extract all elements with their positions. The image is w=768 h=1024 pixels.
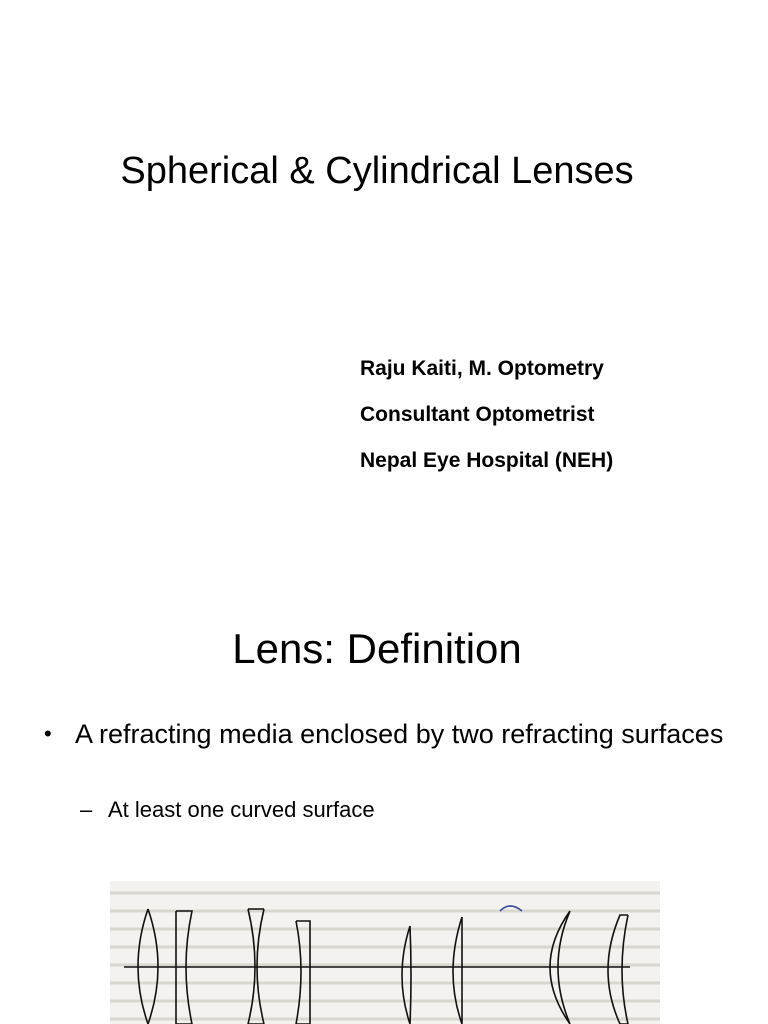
author-role: Consultant Optometrist [360,403,595,426]
bullet-text: A refracting media enclosed by two refracting surfaces [75,719,724,749]
sub-bullet-text: At least one curved surface [108,797,375,822]
meniscus-lens-icon [402,926,411,1024]
author-block [360,346,613,484]
presentation-title: Spherical & Cylindrical Lenses [120,150,634,192]
slide-title: Lens: Definition [232,625,522,672]
lens-figure [110,881,660,1024]
plano-concave-lens-icon [296,921,310,1024]
slide-lens-definition [0,576,768,1024]
author-organization: Nepal Eye Hospital (NEH) [360,449,614,472]
meniscus-lens-icon [453,917,462,1024]
meniscus-lens-icon [608,915,628,1024]
sub-bullet-marker: – [80,797,93,822]
author-name: Raju Kaiti, M. Optometry [360,357,604,380]
bullet-marker: • [44,721,52,746]
sub-bullet-item [80,796,375,824]
